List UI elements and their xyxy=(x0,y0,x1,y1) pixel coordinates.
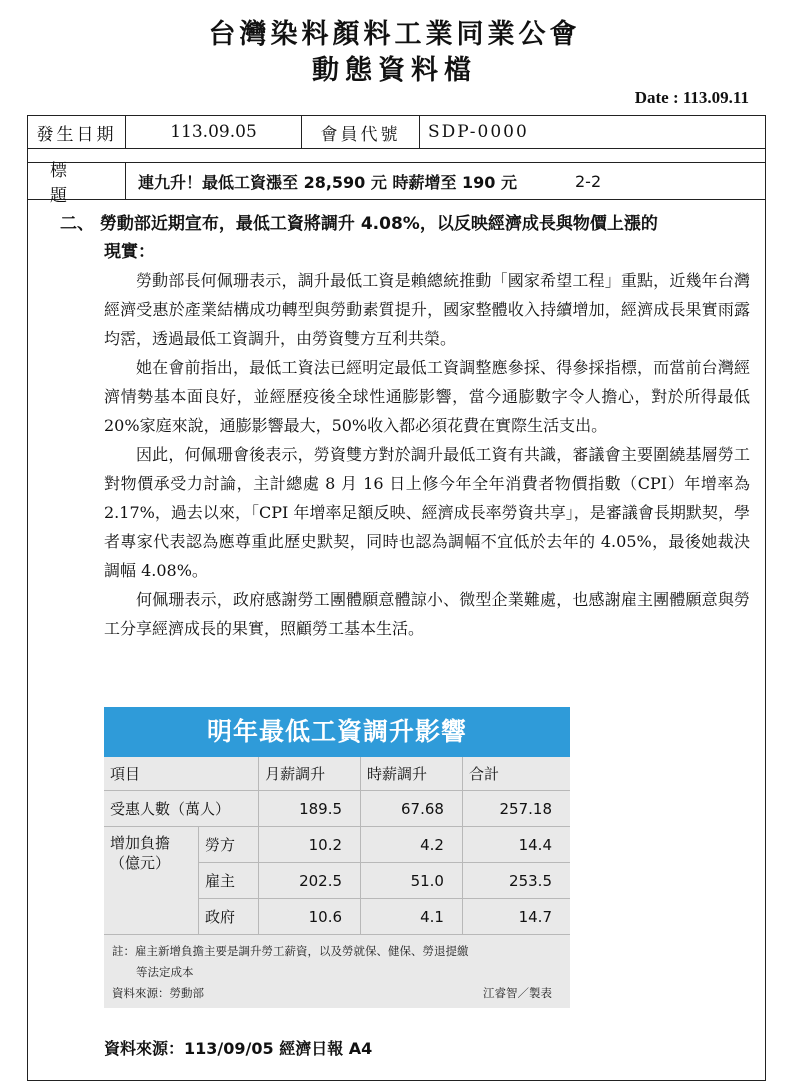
infographic-footer xyxy=(112,983,562,1004)
article-source: 資料來源：113/09/05 經濟日報 A4 xyxy=(104,1039,373,1058)
subject-text: 連九升！最低工資漲至 28,590 元 時薪增至 190 元 xyxy=(138,172,517,192)
col-hourly-header: 時薪調升 xyxy=(361,757,463,791)
cell-hourly: 4.1 xyxy=(361,899,463,935)
infographic-source: 資料來源：勞動部 xyxy=(112,986,204,1000)
section-heading-line-2: 現實： xyxy=(104,242,155,262)
table-header-row xyxy=(104,757,570,791)
infographic-title: 明年最低工資調升影響 xyxy=(104,707,570,757)
col-item-header: 項目 xyxy=(104,757,259,791)
beneficiaries-hourly: 67.68 xyxy=(361,791,463,827)
row-label: 勞方 xyxy=(199,827,259,863)
meta-row-subject xyxy=(27,161,766,206)
member-code-value: SDP-0000 xyxy=(428,122,529,142)
impact-table xyxy=(104,757,570,935)
doc-title: 動態資料檔 xyxy=(312,55,477,86)
note-line-2: 等法定成本 xyxy=(136,965,194,979)
cell-total: 14.7 xyxy=(462,899,570,935)
paragraph: 勞動部長何佩珊表示，調升最低工資是賴總統推動「國家希望工程」重點，近幾年台灣經濟受惠於產業結構成功轉型與勞動素質提升，國家整體收入持續增加，經濟成長果實雨露均霑，透過最低工資調升，由勞資雙方互利共榮。 xyxy=(104,271,750,348)
paragraph: 她在會前指出，最低工資法已經明定最低工資調整應參採、得參採指標，而當前台灣經濟情勢基本面良好，並經歷疫後全球性通膨影響，當今通膨數字令人擔心，對於所得最低 20%家庭來說，通膨影響最大，50%收入都必須花費在實際生活支出。 xyxy=(104,358,750,435)
section-heading-line: 二、 勞動部近期宣布，最低工資將調升 4.08%，以反映經濟成長與物價上漲的 xyxy=(60,214,658,234)
member-code-label: 會員代號 xyxy=(302,116,420,148)
page-indicator: 2-2 xyxy=(575,171,602,191)
burden-label xyxy=(104,827,199,935)
subject-cell xyxy=(126,163,765,199)
row-label: 政府 xyxy=(199,899,259,935)
beneficiaries-monthly: 189.5 xyxy=(259,791,361,827)
note-line-1: 註：雇主新增負擔主要是調升勞工薪資，以及勞就保、健保、勞退提繳 xyxy=(112,944,469,958)
wage-impact-infographic xyxy=(104,707,570,1008)
burden-label-line-1: 增加負擔 xyxy=(110,834,171,852)
cell-monthly: 202.5 xyxy=(259,863,361,899)
col-monthly-header: 月薪調升 xyxy=(259,757,361,791)
meta-row-date xyxy=(27,115,766,149)
cell-monthly: 10.2 xyxy=(259,827,361,863)
beneficiaries-total: 257.18 xyxy=(462,791,570,827)
cell-hourly: 51.0 xyxy=(361,863,463,899)
doc-date: Date : 113.09.11 xyxy=(634,88,749,107)
org-title: 台灣染料顏料工業同業公會 xyxy=(208,19,581,50)
table-row xyxy=(104,827,570,863)
cell-monthly: 10.6 xyxy=(259,899,361,935)
table-row xyxy=(104,791,570,827)
cell-hourly: 4.2 xyxy=(361,827,463,863)
article-body xyxy=(104,266,750,643)
cell-total: 253.5 xyxy=(462,863,570,899)
cell-total: 14.4 xyxy=(462,827,570,863)
beneficiaries-label: 受惠人數（萬人） xyxy=(104,791,259,827)
paragraph: 何佩珊表示，政府感謝勞工團體願意體諒小、微型企業難處，也感謝雇主團體願意與勞工分享經濟成長的果實，照顧勞工基本生活。 xyxy=(104,590,750,638)
subject-label: 標題 xyxy=(28,163,126,199)
infographic-note xyxy=(104,935,570,1004)
section-heading xyxy=(60,210,760,266)
occur-date-label: 發生日期 xyxy=(28,116,126,148)
paragraph: 因此，何佩珊會後表示，勞資雙方對於調升最低工資有共識，審議會主要圍繞基層勞工對物價承受力討論，主計總處 8 月 16 日上修今年全年消費者物價指數（CPI）年增率為 2.17%，過去以來，「CPI 年增率足額反映、經濟成長率勞資共享」，是審議會長期默契，學者專家代表認為應尊重此歷史默契，同時也認為調幅不宜低於去年的 4.05%，最後她裁決調幅 4.08%。 xyxy=(104,445,750,580)
infographic-credit: 江睿智／製表 xyxy=(483,986,552,1000)
burden-label-line-2: （億元） xyxy=(110,854,171,872)
row-label: 雇主 xyxy=(199,863,259,899)
col-total-header: 合計 xyxy=(462,757,570,791)
occur-date-value: 113.09.05 xyxy=(126,116,302,148)
